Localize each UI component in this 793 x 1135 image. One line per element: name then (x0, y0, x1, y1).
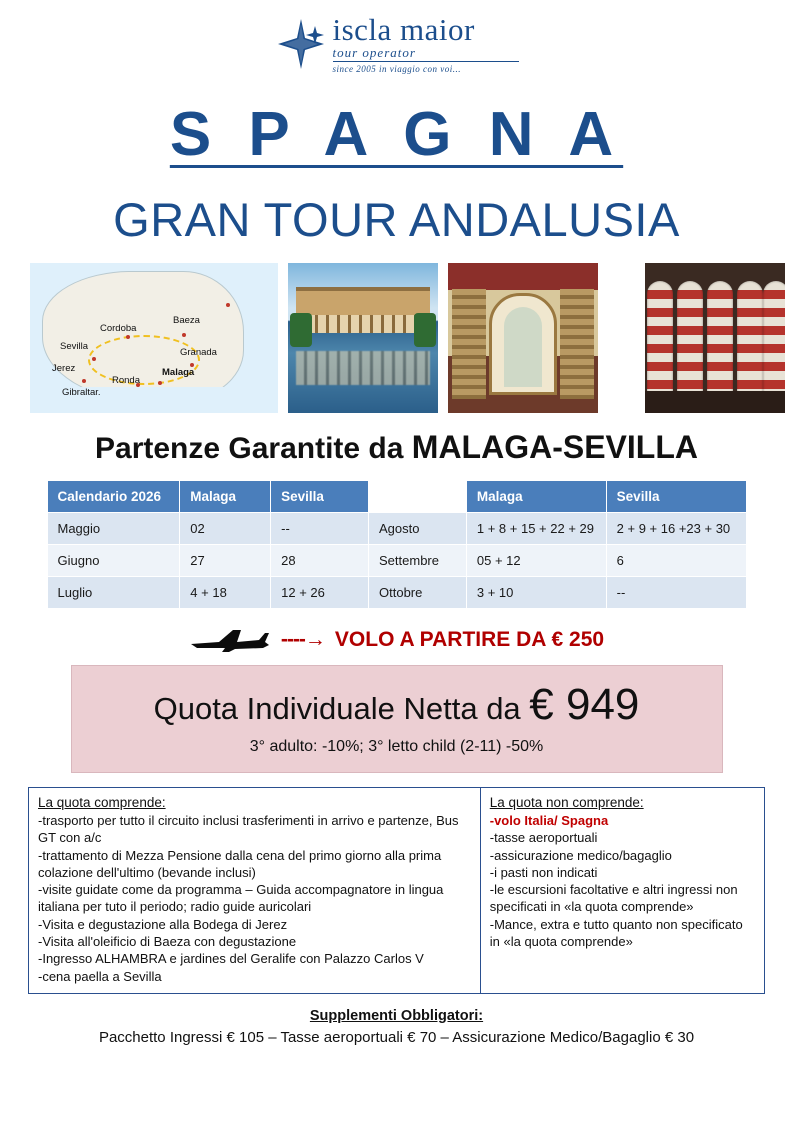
table-row (47, 513, 746, 545)
included-item: -trasporto per tutto il circuito inclusi trasferimenti in arrivo e partenze, Bus GT con a/c (38, 813, 459, 846)
cell-sevilla-1: -- (271, 513, 369, 545)
cell-sevilla-2: 2 + 9 + 16 +23 + 30 (606, 513, 746, 545)
map-dot (182, 333, 186, 337)
col-header-calendar: Calendario 2026 (47, 481, 180, 513)
col-header-spacer (369, 481, 467, 513)
map-dot (226, 303, 230, 307)
included-item: -visite guidate come da programma – Guida accompagnatore in lingua italiana per tuto il periodo; radio guide auricolari (38, 882, 444, 915)
flight-price-text: VOLO A PARTIRE DA € 250 (334, 628, 605, 651)
included-item: -Ingresso ALHAMBRA e jardines del Geralife con Palazzo Carlos V (38, 951, 424, 967)
col-header-malaga-1: Malaga (180, 481, 271, 513)
logo-subtitle: tour operator (332, 45, 416, 60)
cell-malaga-1: 27 (180, 545, 271, 577)
map-city-label: Jerez (52, 363, 76, 374)
price-value: € 949 (529, 680, 640, 729)
map-city-label: Gibraltar. (62, 387, 101, 398)
price-label: Quota Individuale Netta da (153, 691, 530, 726)
map-dot (82, 379, 86, 383)
cell-month-1: Maggio (47, 513, 180, 545)
airplane-icon (189, 627, 271, 653)
included-title: La quota comprende: (38, 795, 166, 810)
cell-sevilla-2: 6 (606, 545, 746, 577)
cell-malaga-2: 1 + 8 + 15 + 22 + 29 (466, 513, 606, 545)
excluded-item: -assicurazione medico/bagaglio (489, 847, 672, 863)
map-city-label: Baeza (173, 315, 200, 326)
excluded-item-highlight: -volo Italia/ Spagna (489, 813, 609, 828)
included-column (29, 788, 481, 993)
map-dot (92, 357, 96, 361)
alhambra-courtyard-photo (288, 263, 438, 413)
price-box (71, 665, 723, 773)
excluded-title: La quota non comprende: (489, 795, 644, 810)
excluded-item: -i pasti non indicati (489, 864, 598, 880)
arrow-icon: ----→ (280, 628, 325, 651)
mandatory-supplements (0, 1008, 793, 1046)
image-strip (0, 263, 793, 413)
departures-cities: MALAGA-SEVILLA (411, 429, 698, 465)
cell-malaga-2: 05 + 12 (466, 545, 606, 577)
map-dot (158, 381, 162, 385)
cell-month-1: Luglio (47, 577, 180, 609)
departures-heading (0, 429, 793, 466)
excluded-item: -tasse aeroportuali (489, 830, 598, 846)
ornate-interior-photo (448, 263, 598, 413)
cell-malaga-1: 4 + 18 (180, 577, 271, 609)
cell-month-1: Giugno (47, 545, 180, 577)
mezquita-arches-photo (645, 263, 785, 413)
calendar-table-wrapper (47, 480, 747, 609)
excluded-column (481, 788, 764, 993)
logo-tagline: since 2005 in viaggio con voi... (332, 64, 461, 74)
calendar-table (47, 480, 747, 609)
excluded-item: -le escursioni facoltative e altri ingressi non specificati in «la quota comprende» (489, 882, 738, 915)
table-header-row (47, 481, 746, 513)
departures-prefix: Partenze Garantite da (95, 432, 412, 465)
col-header-sevilla-2: Sevilla (606, 481, 746, 513)
table-row (47, 545, 746, 577)
col-header-sevilla-1: Sevilla (271, 481, 369, 513)
included-item: -Visita all'oleificio di Baeza con degustazione (38, 933, 297, 949)
cell-month-2: Settembre (369, 545, 467, 577)
map-city-label: Ronda (112, 375, 140, 386)
cell-sevilla-2: -- (606, 577, 746, 609)
col-header-malaga-2: Malaga (466, 481, 606, 513)
page-title: S P A G N A (169, 100, 624, 169)
cell-month-2: Agosto (369, 513, 467, 545)
logo-divider (333, 61, 519, 62)
cell-malaga-2: 3 + 10 (466, 577, 606, 609)
cell-sevilla-1: 28 (271, 545, 369, 577)
included-item: -Visita e degustazione alla Bodega di Jerez (38, 916, 288, 932)
price-line (82, 680, 712, 730)
logo-name: iscla maior (332, 12, 475, 47)
included-item: -cena paella a Sevilla (38, 968, 162, 984)
map-city-label: Sevilla (60, 341, 88, 352)
price-note: 3° adulto: -10%; 3° letto child (2-11) -50% (249, 738, 544, 755)
map-city-label: Granada (180, 347, 217, 358)
supplements-title: Supplementi Obbligatori: (309, 1007, 484, 1024)
map-dot (126, 335, 130, 339)
cell-malaga-1: 02 (180, 513, 271, 545)
included-item: -trattamento di Mezza Pensione dalla cena del primo giorno alla prima colazione dell'ultimo (bevande inclusi) (38, 847, 442, 880)
map-city-label: Malaga (162, 367, 195, 378)
table-row (47, 577, 746, 609)
excluded-item: -Mance, extra e tutto quanto non specificato in «la quota comprende» (489, 916, 743, 949)
page-subtitle: GRAN TOUR ANDALUSIA (113, 193, 680, 246)
compass-star-icon (275, 18, 327, 70)
cell-month-2: Ottobre (369, 577, 467, 609)
inclusions-section (28, 787, 765, 994)
map-city-label: Cordoba (100, 323, 137, 334)
spain-route-map (30, 263, 278, 413)
cell-sevilla-1: 12 + 26 (271, 577, 369, 609)
flight-price-banner (0, 627, 793, 653)
brand-logo (0, 0, 793, 75)
supplements-line: Pacchetto Ingressi € 105 – Tasse aeroportuali € 70 – Assicurazione Medico/Bagaglio € 30 (98, 1028, 695, 1046)
